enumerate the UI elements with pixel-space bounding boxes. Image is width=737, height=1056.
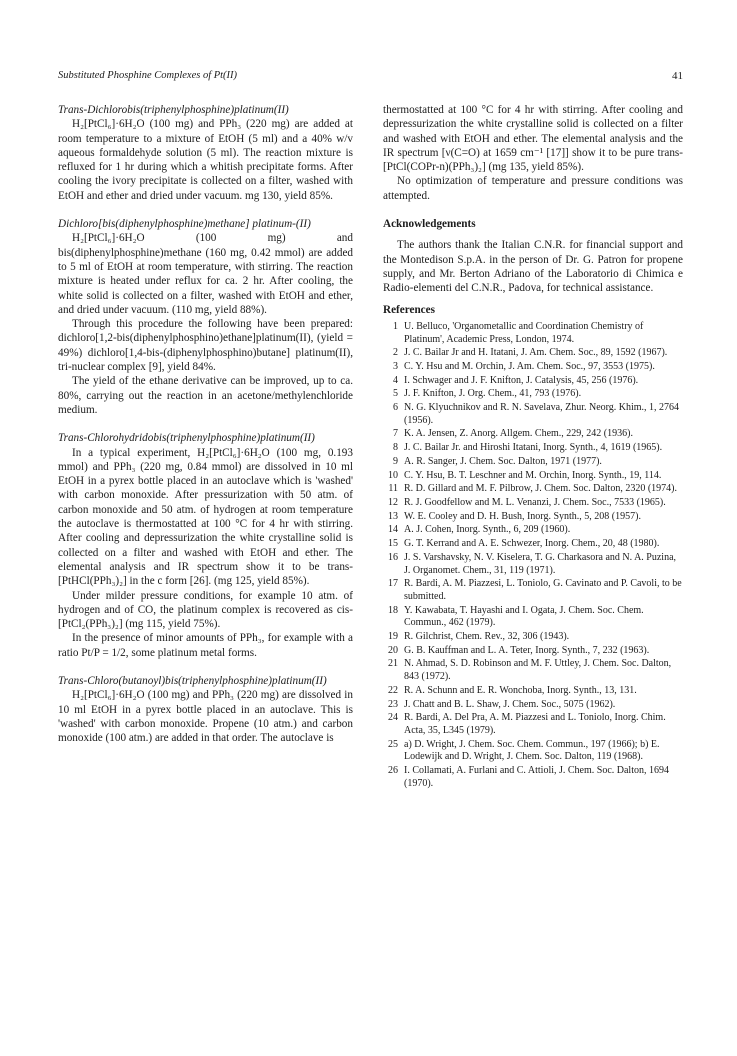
reference-text: R. A. Schunn and E. R. Wonchoba, Inorg. Synth., 13, 131. <box>404 684 637 696</box>
paragraph: H₂[PtCl₆]·6H₂O (100 mg) and bis(diphenylphosphine)methane (160 mg, 0.42 mmol) are added to 5 ml of EtOH at room temperature, with stirring. The reaction mixture is heated under reflux for ca. 2 hr. After cooling, the white solid is collected on a filter, washed with EtOH and ether, and dried under vacuum. (110 mg, yield 88%). <box>58 232 353 316</box>
reference-item <box>383 524 683 537</box>
section-title-butanoyl: Trans-Chloro(butanoyl)bis(triphenylphosphine)platinum(II) <box>58 674 327 687</box>
paragraph: H₂[PtCl₆]·6H₂O (100 mg) and PPh₃ (220 mg) are added at room temperature to a mixture of EtOH (5 ml) and a 40% w/v aqueous formaldehyde solution (5 ml). The reaction mixture is refluxed for 1 hr during which a whitish precipitate forms. After cooling the ivory precipitate is collected on a filter, washed with EtOH and ether and dried under vacuum. mg 130, yield 85%. <box>58 118 353 202</box>
reference-list <box>383 321 683 791</box>
reference-item <box>383 712 683 737</box>
reference-item <box>383 552 683 577</box>
reference-text: C. Y. Hsu and M. Orchin, J. Am. Chem. Soc., 97, 3553 (1975). <box>404 360 655 372</box>
reference-item <box>383 685 683 698</box>
running-header <box>58 70 683 86</box>
reference-number: 24 <box>388 712 398 724</box>
reference-number: 6 <box>393 402 398 414</box>
reference-number: 12 <box>388 497 398 508</box>
acknowledgements-text: The authors thank the Italian C.N.R. for financial support and the Montedison S.p.A. in the person of Dr. G. Patron for propene supply, and Mr. Berton Adriano of the Laboratorio di Chimica e Radio-elementi del C.N.R., Padova, for technical assistance. <box>383 239 683 295</box>
reference-text: C. Y. Hsu, B. T. Leschner and M. Orchin, Inorg. Synth., 19, 114. <box>404 469 662 481</box>
paragraph: thermostatted at 100 °C for 4 hr with stirring. After cooling and depressurization the white crystalline solid is collected on a filter and washed with EtOH and ether. The elemental analysis and the IR spectrum [ν(C=O) at 1659 cm⁻¹ [17]] show it to be pure trans-[PtCl(COPr-n)(PPh₃)₂] (mg 135, yield 85%). <box>383 104 683 174</box>
reference-number: 10 <box>388 469 398 481</box>
reference-text: A. J. Cohen, Inorg. Synth., 6, 209 (1960). <box>404 524 571 536</box>
reference-text: J. S. Varshavsky, N. V. Kiselera, T. G. Charkasora and N. A. Puzina, J. Organomet. Chem., 31, 119 (1971). <box>404 551 677 576</box>
reference-number: 9 <box>393 455 398 467</box>
reference-text: J. Chatt and B. L. Shaw, J. Chem. Soc., 5075 (1962). <box>404 698 616 710</box>
reference-number: 1 <box>393 320 398 332</box>
reference-number: 13 <box>388 510 398 522</box>
reference-number: 19 <box>388 631 398 643</box>
reference-item <box>383 739 683 764</box>
reference-text: U. Belluco, 'Organometallic and Coordination Chemistry of Platinum', Academic Press, London, 1974. <box>404 320 644 345</box>
reference-item <box>383 428 683 441</box>
reference-text: A. R. Sanger, J. Chem. Soc. Dalton, 1971 (1977). <box>404 455 602 467</box>
reference-text: N. Ahmad, S. D. Robinson and M. F. Uttley, J. Chem. Soc. Dalton, 843 (1972). <box>404 658 672 683</box>
reference-item <box>383 347 683 360</box>
reference-item <box>383 631 683 644</box>
reference-item <box>383 497 683 510</box>
reference-text: a) D. Wright, J. Chem. Soc. Chem. Commun., 197 (1966); b) E. Lodewijk and D. Wright, J. Chem. Soc. Dalton, 119 (1968). <box>404 738 660 763</box>
reference-number: 5 <box>393 388 398 400</box>
reference-item <box>383 442 683 455</box>
reference-number: 14 <box>388 524 398 536</box>
reference-item <box>383 658 683 683</box>
reference-text: J. C. Bailar Jr and H. Itatani, J. Am. Chem. Soc., 89, 1592 (1967). <box>404 347 668 359</box>
reference-number: 23 <box>388 698 398 710</box>
reference-item <box>383 765 683 790</box>
reference-item <box>383 361 683 374</box>
right-column <box>383 103 683 791</box>
page-number: 41 <box>672 70 683 82</box>
reference-item <box>383 578 683 603</box>
reference-number: 16 <box>388 551 398 563</box>
reference-item <box>383 402 683 427</box>
reference-text: I. Collamati, A. Furlani and C. Attioli, J. Chem. Soc. Dalton, 1694 (1970). <box>404 765 669 789</box>
reference-number: 3 <box>393 360 398 372</box>
reference-item <box>383 538 683 551</box>
paragraph: H₂[PtCl₆]·6H₂O (100 mg) and PPh₃ (220 mg) are dissolved in 10 ml EtOH in a pyrex bottle placed in an autoclave. This is 'washed' with carbon monoxide. Propene (10 atm.) and carbon monoxide (100 atm.) are added in that order. The autoclave is <box>58 689 353 745</box>
reference-number: 8 <box>393 442 398 454</box>
reference-text: Y. Kawabata, T. Hayashi and I. Ogata, J. Chem. Soc. Chem. Commun., 462 (1979). <box>404 604 644 629</box>
reference-text: K. A. Jensen, Z. Anorg. Allgem. Chem., 229, 242 (1936). <box>404 428 633 440</box>
reference-item <box>383 321 683 346</box>
reference-number: 17 <box>388 578 398 590</box>
section-title-dppm: Dichloro[bis(diphenylphosphine)methane] platinum-(II) <box>58 218 311 231</box>
reference-number: 4 <box>393 374 398 386</box>
acknowledgements-heading: Acknowledgements <box>383 218 476 231</box>
section-title-dichlorobis: Trans-Dichlorobis(triphenylphosphine)platinum(II) <box>58 104 289 116</box>
reference-text: R. J. Goodfellow and M. L. Venanzi, J. Chem. Soc., 7533 (1965). <box>404 497 666 508</box>
section-title-chlorohydrido: Trans-Chlorohydridobis(triphenylphosphine)platinum(II) <box>58 432 315 445</box>
reference-item <box>383 605 683 630</box>
reference-number: 15 <box>388 538 398 550</box>
reference-item <box>383 456 683 469</box>
reference-text: G. T. Kerrand and A. E. Schwezer, Inorg. Chem., 20, 48 (1980). <box>404 538 660 550</box>
reference-text: R. Bardi, A. Del Pra, A. M. Piazzesi and L. Toniolo, Inorg. Chim. Acta, 35, L345 (1979). <box>404 712 666 736</box>
reference-item <box>383 645 683 658</box>
paragraph: The yield of the ethane derivative can be improved, up to ca. 80%, carrying out the reaction in an acetone/methylenchloride medium. <box>58 375 353 416</box>
reference-item <box>383 483 683 496</box>
reference-item <box>383 470 683 483</box>
reference-text: I. Schwager and J. F. Knifton, J. Catalysis, 45, 256 (1976). <box>404 374 639 386</box>
reference-number: 22 <box>388 684 398 696</box>
reference-item <box>383 388 683 401</box>
reference-text: G. B. Kauffman and L. A. Teter, Inorg. Synth., 7, 232 (1963). <box>404 644 650 656</box>
reference-text: N. G. Klyuchnikov and R. N. Savelava, Zhur. Neorg. Khim., 1, 2764 (1956). <box>404 402 680 426</box>
reference-number: 18 <box>388 604 398 616</box>
reference-text: R. D. Gillard and M. F. Pilbrow, J. Chem. Soc. Dalton, 2320 (1974). <box>404 483 677 495</box>
paragraph: Through this procedure the following have been prepared: dichloro[1,2-bis(diphenylphosphino)ethane]platinum(II), (yield = 49%) dichloro[1,4-bis-(diphenylphosphino)butane] platinum(II), tri-nuclear complex [9], yield 84%. <box>58 318 353 374</box>
paragraph: In the presence of minor amounts of PPh₃, for example with a ratio Pt/P = 1/2, some platinum metal forms. <box>58 632 353 659</box>
reference-number: 26 <box>388 765 398 777</box>
paragraph: No optimization of temperature and pressure conditions was attempted. <box>383 175 683 202</box>
reference-text: W. E. Cooley and D. H. Bush, Inorg. Synth., 5, 208 (1957). <box>404 510 641 522</box>
reference-text: J. C. Bailar Jr. and Hiroshi Itatani, Inorg. Synth., 4, 1619 (1965). <box>404 442 663 454</box>
reference-number: 2 <box>393 347 398 359</box>
reference-item <box>383 511 683 524</box>
reference-number: 21 <box>388 658 398 670</box>
running-title: Substituted Phosphine Complexes of Pt(II) <box>58 70 238 81</box>
reference-number: 25 <box>388 738 398 750</box>
reference-text: J. F. Knifton, J. Org. Chem., 41, 793 (1976). <box>404 388 582 400</box>
reference-number: 7 <box>393 428 398 440</box>
paragraph: Under milder pressure conditions, for example 10 atm. of hydrogen and of CO, the platinum complex is recovered as cis-[PtCl₂(PPh₃)₂] (mg 115, yield 75%). <box>58 589 353 631</box>
reference-text: R. Bardi, A. M. Piazzesi, L. Toniolo, G. Cavinato and P. Cavoli, to be submitted. <box>404 578 682 602</box>
reference-item <box>383 375 683 388</box>
references-heading: References <box>383 303 435 316</box>
reference-item <box>383 699 683 712</box>
reference-number: 11 <box>388 483 398 495</box>
left-column <box>58 103 353 745</box>
paragraph: In a typical experiment, H₂[PtCl₆]·6H₂O (100 mg, 0.193 mmol) and PPh₃ (220 mg, 0.84 mmol) are dissolved in 10 ml EtOH in a pyrex bottle placed in an autoclave which is 'washed' with carbon monoxide. After pressurization with 50 atm. of carbon monoxide and 50 atm. of hydrogen at room temperature the autoclave is thermostatted at 100 °C for 4 hr with stirring. After cooling and depressurization the white crystalline solid is collected on a filter and washed with EtOH and ether. The elemental analysis and IR spectrum show it to be trans-[PtHCl(PPh₃)₂] in the c form [26]. (mg 125, yield 85%). <box>58 446 353 588</box>
reference-number: 20 <box>388 644 398 656</box>
reference-text: R. Gilchrist, Chem. Rev., 32, 306 (1943). <box>404 631 570 643</box>
